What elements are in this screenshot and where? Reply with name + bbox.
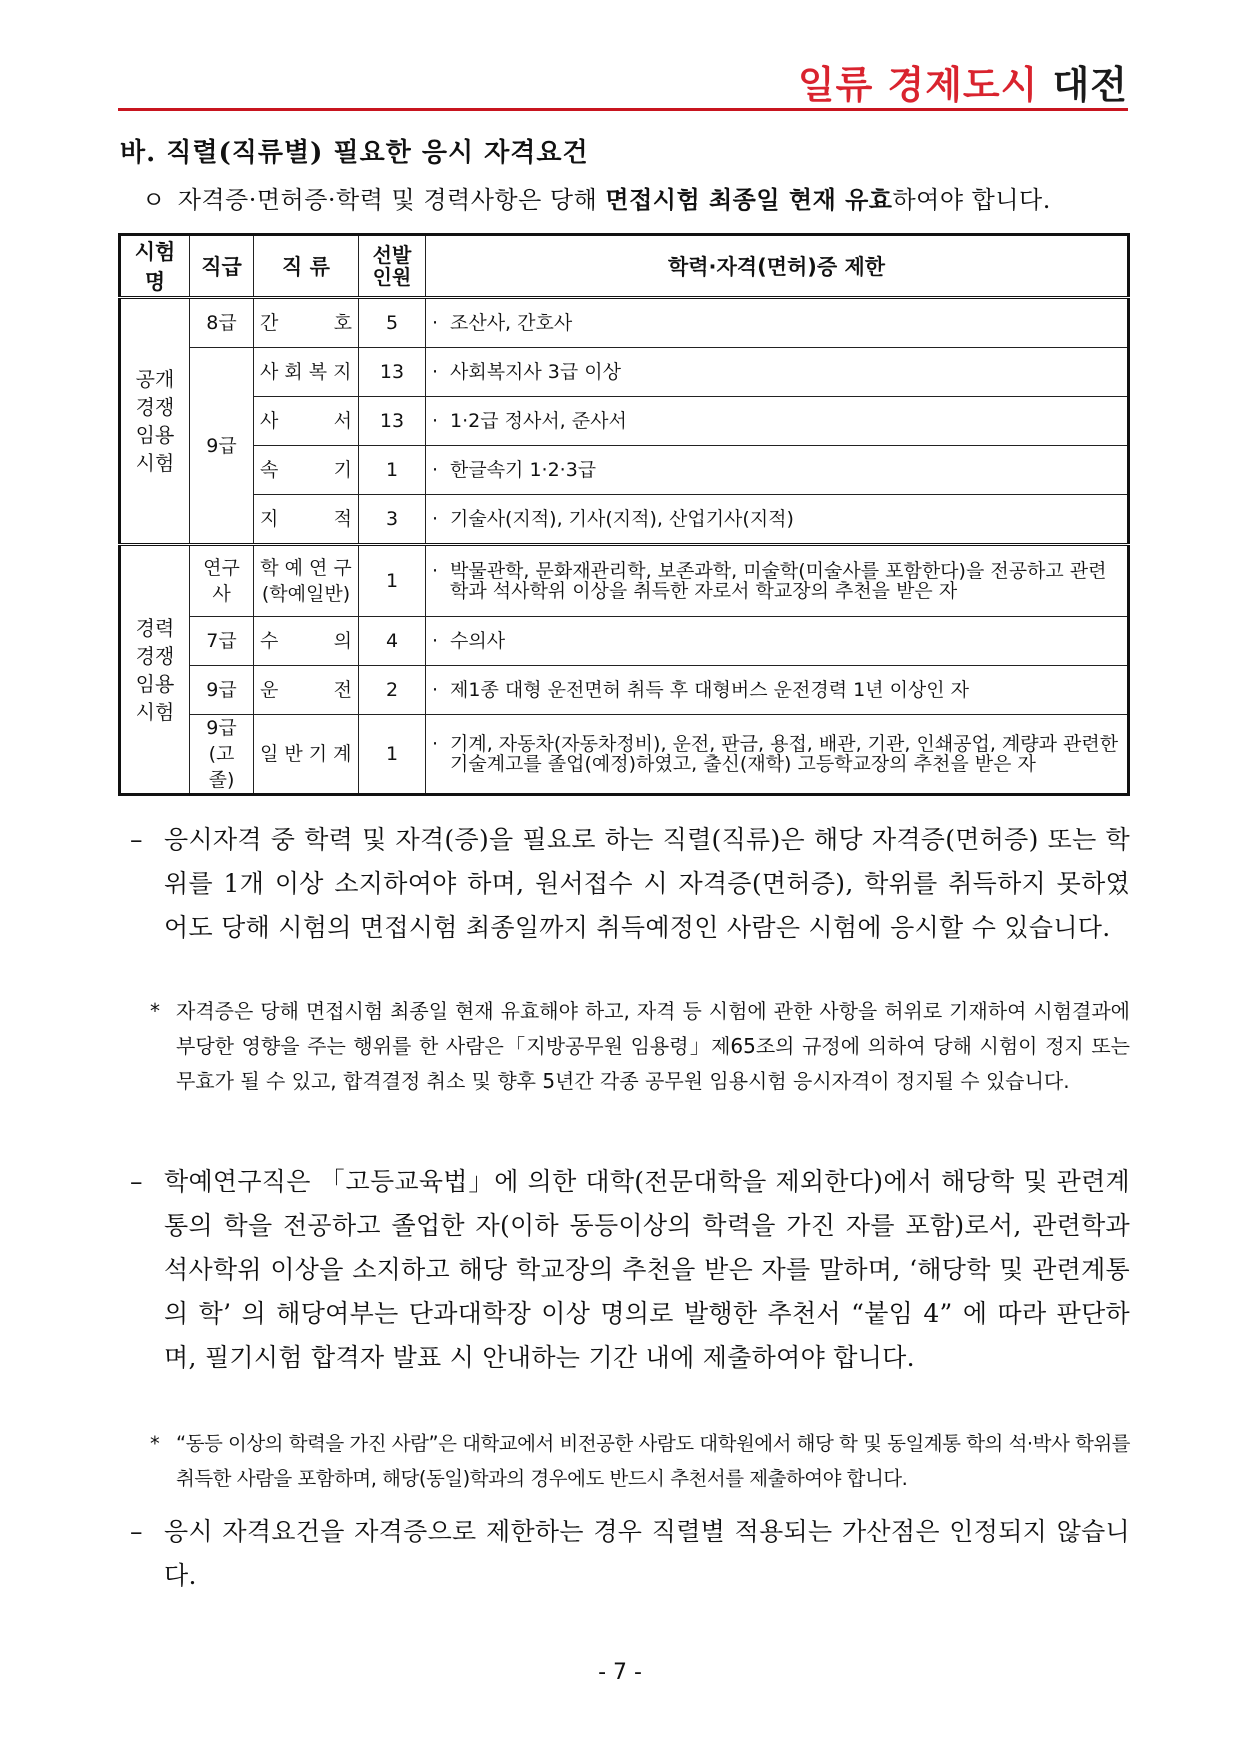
requirement-text: 1·2급 정사서, 준사서 <box>450 410 627 432</box>
brand-logo <box>798 62 1128 108</box>
grade-line: (고졸) <box>208 743 235 791</box>
requirement-text: 조산사, 간호사 <box>450 312 573 334</box>
section-title: 바. 직렬(직류별) 필요한 응시 자격요건 <box>120 138 589 168</box>
grade-cell: 7급 <box>190 617 254 666</box>
grade-cell: 8급 <box>190 298 254 348</box>
note-text: “동등 이상의 학력을 가진 사람”은 대학교에서 비전공한 사람도 대학원에서 해당 학 및 동일계통 학의 석·박사 학위를 취득한 사람을 포함하며, 해당(동일)학과의 경우에도 반드시 추천서를 제출하여야 합니다. <box>176 1432 1130 1490</box>
group-name-line: 경쟁 <box>135 395 175 419</box>
group-name-line: 공개 <box>135 367 175 391</box>
job-char: 간 <box>260 312 279 334</box>
count-cell: 4 <box>359 617 426 666</box>
note-equivalent <box>150 1426 1130 1496</box>
grade-cell: 9급 <box>190 666 254 715</box>
job-char: 지 <box>260 508 279 530</box>
job-cell <box>254 545 359 617</box>
job-char: 기 <box>333 459 352 481</box>
header-requirement: 학력·자격(면허)증 제한 <box>426 235 1129 298</box>
group-name-line: 임용 <box>135 671 175 696</box>
job-char: 전 <box>333 679 352 701</box>
job-cell <box>254 495 359 545</box>
star-bullet: * <box>150 999 160 1023</box>
requirement-text: 기술사(지적), 기사(지적), 산업기사(지적) <box>450 508 794 530</box>
paragraph-text: 학예연구직은 「고등교육법」에 의한 대학(전문대학을 제외한다)에서 해당학 및 관련계통의 학을 전공하고 졸업한 자(이하 동등이상의 학력을 가진 자를 포함)로서, 관련학과 석사학위 이상을 소지하고 해당 학교장의 추천을 받은 자를 말하며, ‘해당학 및 관련계통의 학’ 의 해당여부는 단과대학장 이상 명의로 발행한 추천서 “붙임 4” 에 따라 판단하며, 필기시험 합격자 발표 시 안내하는 기간 내에 제출하여야 합니다. <box>164 1167 1130 1372</box>
requirement-text: 사회복지사 3급 이상 <box>450 361 621 383</box>
requirement-cell: · 기술사(지적), 기사(지적), 산업기사(지적) <box>426 495 1129 545</box>
group-name-line: 경력 <box>135 615 175 640</box>
job-char: 속 <box>260 459 279 481</box>
requirement-text: 제1종 대형 운전면허 취득 후 대형버스 운전경력 1년 이상인 자 <box>450 679 970 701</box>
notice-text-2: 하여야 합니다. <box>892 186 1051 214</box>
page-number: - 7 - <box>598 1660 642 1685</box>
table-row <box>120 348 1129 397</box>
table-row <box>120 298 1129 348</box>
group-name-open <box>120 298 190 545</box>
header-count-line2: 인원 <box>372 265 412 289</box>
job-char: 사 <box>260 410 279 432</box>
table-header-row <box>120 235 1129 298</box>
header-job: 직 류 <box>254 235 359 298</box>
paragraph-text: 응시 자격요건을 자격증으로 제한하는 경우 직렬별 적용되는 가산점은 인정되지 않습니다. <box>164 1517 1130 1590</box>
dash-bullet: – <box>130 1167 143 1196</box>
header-count-line1: 선발 <box>372 243 412 267</box>
job-cell <box>254 446 359 495</box>
job-cell: 일 반 기 계 <box>254 715 359 795</box>
count-cell: 3 <box>359 495 426 545</box>
requirement-text: 수의사 <box>450 630 506 652</box>
brand-text-main: 일류 경제도시 <box>797 63 1039 107</box>
table-row <box>120 397 1129 446</box>
table-row <box>120 446 1129 495</box>
job-char: 적 <box>333 508 352 530</box>
job-cell <box>254 617 359 666</box>
grade-cell: 연구사 <box>190 545 254 617</box>
job-char: 수 <box>260 630 279 652</box>
requirement-cell: · 1·2급 정사서, 준사서 <box>426 397 1129 446</box>
group-name-career <box>120 545 190 795</box>
job-char: 서 <box>333 410 352 432</box>
requirement-cell: · 제1종 대형 운전면허 취득 후 대형버스 운전경력 1년 이상인 자 <box>426 666 1129 715</box>
table-row <box>120 715 1129 795</box>
table-row <box>120 495 1129 545</box>
group-name-line: 시험 <box>135 699 175 724</box>
header-exam: 시험명 <box>120 235 190 298</box>
note-text: 자격증은 당해 면접시험 최종일 현재 유효해야 하고, 자격 등 시험에 관한 사항을 허위로 기재하여 시험결과에 부당한 영향을 주는 행위를 한 사람은「지방공무원 임용령」제65조의 규정에 의하여 당해 시험이 정지 또는 무효가 될 수 있고, 합격결정 취소 및 향후 5년간 각종 공무원 임용시험 응시자격이 정지될 수 있습니다. <box>176 999 1130 1093</box>
count-cell: 2 <box>359 666 426 715</box>
paragraph-curator <box>130 1160 1130 1380</box>
group-name-line: 경쟁 <box>135 643 175 668</box>
note-validity <box>150 994 1130 1099</box>
grade-cell: 9급 <box>190 348 254 545</box>
count-cell: 1 <box>359 446 426 495</box>
requirement-cell: · 사회복지사 3급 이상 <box>426 348 1129 397</box>
job-char: 호 <box>333 312 352 334</box>
requirement-cell: · 조산사, 간호사 <box>426 298 1129 348</box>
header-grade: 직급 <box>190 235 254 298</box>
count-cell: 13 <box>359 397 426 446</box>
grade-line: 9급 <box>206 717 237 739</box>
notice-bullet: ㅇ <box>142 186 166 214</box>
paragraph-text: 응시자격 중 학력 및 자격(증)을 필요로 하는 직렬(직류)은 해당 자격증(면허증) 또는 학위를 1개 이상 소지하여야 하며, 원서접수 시 자격증(면허증), 학위를 취득하지 못하였어도 당해 시험의 면접시험 최종일까지 취득예정인 사람은 시험에 응시할 수 있습니다. <box>164 825 1130 942</box>
job-char: 운 <box>260 679 279 701</box>
header-count <box>359 235 426 298</box>
notice-bold: 면접시험 최종일 현재 유효 <box>605 186 893 214</box>
notice-line <box>142 180 1132 215</box>
table-row <box>120 617 1129 666</box>
dash-bullet: – <box>130 1517 143 1546</box>
count-cell: 1 <box>359 715 426 795</box>
requirements-table <box>118 233 1130 796</box>
requirement-cell: · 수의사 <box>426 617 1129 666</box>
count-cell: 1 <box>359 545 426 617</box>
table-row <box>120 666 1129 715</box>
requirement-text: 박물관학, 문화재관리학, 보존과학, 미술학(미술사를 포함한다)을 전공하고 관련 학과 석사학위 이상을 취득한 자로서 학교장의 추천을 받은 자 <box>450 560 1107 602</box>
paragraph-bonus <box>130 1510 1130 1598</box>
job-cell <box>254 666 359 715</box>
requirement-text: 기계, 자동차(자동차정비), 운전, 판금, 용접, 배관, 기관, 인쇄공업, 계량과 관련한 기술계고를 졸업(예정)하였고, 출신(재학) 고등학교장의 추천을 받은 자 <box>450 733 1119 775</box>
requirement-cell: · 박물관학, 문화재관리학, 보존과학, 미술학(미술사를 포함한다)을 전공하고 관련 학과 석사학위 이상을 취득한 자로서 학교장의 추천을 받은 자 <box>426 545 1129 617</box>
header-divider <box>118 108 1128 111</box>
requirement-cell: · 기계, 자동차(자동차정비), 운전, 판금, 용접, 배관, 기관, 인쇄공업, 계량과 관련한 기술계고를 졸업(예정)하였고, 출신(재학) 고등학교장의 추천을 받은 자 <box>426 715 1129 795</box>
job-cell: 사 회 복 지 <box>254 348 359 397</box>
notice-text-1: 자격증·면허증·학력 및 경력사항은 당해 <box>177 186 606 214</box>
star-bullet: * <box>150 1432 160 1455</box>
count-cell: 5 <box>359 298 426 348</box>
count-cell: 13 <box>359 348 426 397</box>
job-line: (학예일반) <box>261 583 351 605</box>
table-row <box>120 545 1129 617</box>
brand-text-city: 대전 <box>1052 63 1128 107</box>
grade-cell <box>190 715 254 795</box>
group-name-line: 시험 <box>135 451 175 475</box>
job-cell <box>254 298 359 348</box>
requirement-cell: · 한글속기 1·2·3급 <box>426 446 1129 495</box>
job-line: 학 예 연 구 <box>260 557 352 579</box>
paragraph-qualification <box>130 818 1130 950</box>
dash-bullet: – <box>130 825 143 854</box>
requirement-text: 한글속기 1·2·3급 <box>450 459 597 481</box>
job-cell <box>254 397 359 446</box>
group-name-line: 임용 <box>135 423 175 447</box>
job-char: 의 <box>333 630 352 652</box>
